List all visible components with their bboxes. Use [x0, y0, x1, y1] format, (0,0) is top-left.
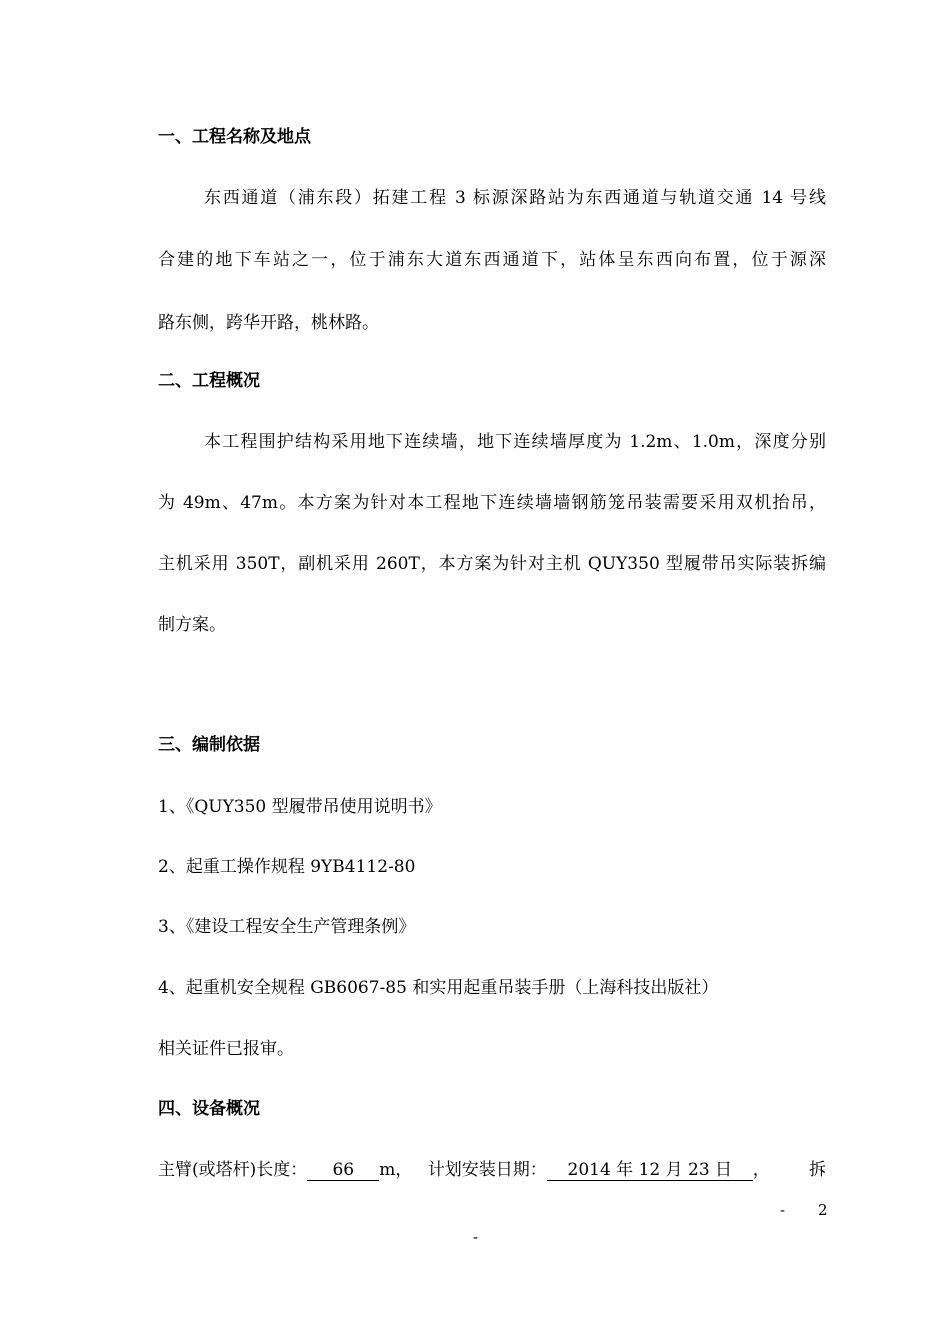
section-4-boom-line	[158, 1158, 826, 1182]
boom-length-unit: m，	[379, 1160, 413, 1180]
install-date-comma: ，	[752, 1160, 770, 1180]
section-2-title: 二、工程概况	[158, 371, 260, 391]
section-2-line-4: 制方案。	[158, 615, 226, 635]
section-1-line-3: 路东侧，跨华开路，桃林路。	[158, 313, 379, 333]
section-1-line-2: 合建的地下车站之一，位于浦东大道东西通道下，站体呈东西向布置，位于源深	[158, 250, 826, 270]
section-3-item-2: 2、起重工操作规程 9YB4112-80	[158, 857, 416, 877]
section-1-line-1: 东西通道（浦东段）拓建工程 3 标源深路站为东西通道与轨道交通 14 号线	[204, 188, 826, 208]
boom-length-value: 66	[307, 1160, 379, 1181]
dismantle-start-text: 拆	[809, 1160, 826, 1180]
section-2-line-3: 主机采用 350T，副机采用 260T，本方案为针对主机 QUY350 型履带吊实际装拆编	[158, 554, 826, 574]
section-3-title: 三、编制依据	[158, 735, 260, 755]
boom-length-label: 主臂(或塔杆)长度：	[158, 1160, 308, 1180]
page-number: 2	[818, 1201, 828, 1219]
section-4-title: 四、设备概况	[158, 1099, 260, 1119]
section-1-title: 一、工程名称及地点	[158, 127, 311, 147]
install-date-label: 计划安装日期：	[427, 1160, 547, 1180]
section-3-note: 相关证件已报审。	[158, 1039, 294, 1059]
section-2-line-2: 为 49m、47m。本方案为针对本工程地下连续墙墙钢筋笼吊装需要采用双机抬吊，	[158, 493, 826, 513]
section-3-item-4: 4、起重机安全规程 GB6067-85 和实用起重吊装手册（上海科技出版社）	[158, 978, 719, 998]
section-3-item-1: 1、《QUY350 型履带吊使用说明书》	[158, 797, 442, 817]
section-2-line-1: 本工程围护结构采用地下连续墙，地下连续墙厚度为 1.2m、1.0m，深度分别	[204, 432, 826, 452]
install-date-value: 2014 年 12 月 23 日	[547, 1160, 753, 1181]
section-3-item-3: 3、《建设工程安全生产管理条例》	[158, 917, 416, 937]
footer-dash-right: -	[780, 1201, 786, 1219]
footer-dash-bottom: -	[473, 1228, 479, 1246]
